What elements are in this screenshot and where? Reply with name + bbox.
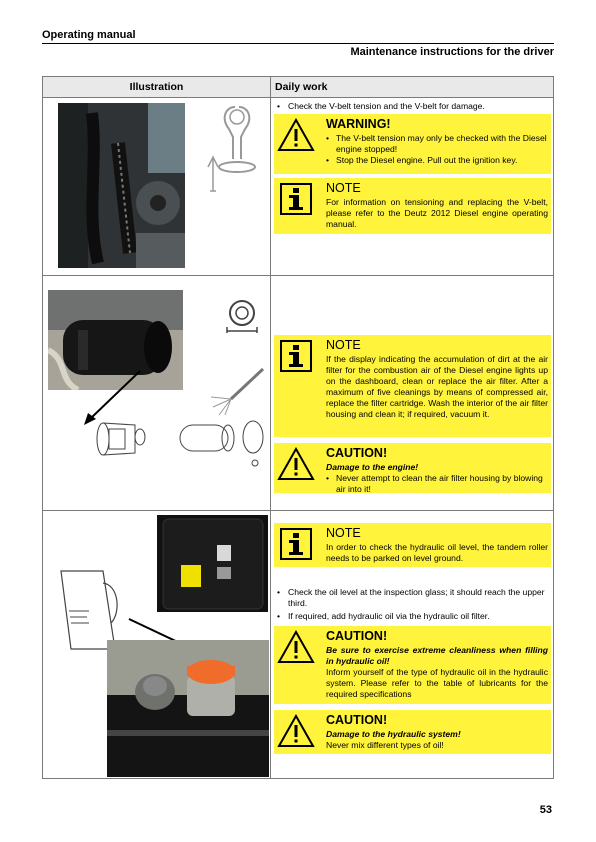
note-title: NOTE [326,526,361,540]
note-box [274,335,551,437]
list-item: • If required, add hydraulic oil via the hydraulic oil filter. [275,611,562,622]
page-number: 53 [539,804,552,816]
caution-title: CAUTION! [326,629,388,643]
note-title: NOTE [326,338,361,352]
warning-title: WARNING! [326,117,391,131]
caution-title: CAUTION! [326,713,388,727]
maintenance-table [42,76,554,779]
compressed-air-gun-drawing [201,367,267,417]
warning-triangle-icon [277,447,315,481]
warning-item: • Stop the Diesel engine. Pull out the ignition key. [326,155,548,166]
caution-subtitle: Damage to the engine! [326,462,419,472]
warning-box [274,114,551,174]
note-box [274,178,551,234]
column-header-illustration: Illustration [43,77,270,97]
caution-text: Inform yourself of the type of hydraulic oil in the hydraulic system. Please refer to the table of lubricants for the required specifications [326,667,548,699]
warning-triangle-icon [277,118,315,152]
info-i-icon [277,182,315,216]
list-item: • Check the oil level at the inspection glass; it should reach the upper third. [275,587,562,609]
warning-triangle-icon [277,714,315,748]
note-text: In order to check the hydraulic oil level, the tandem roller needs to be parked on level ground. [326,542,548,563]
info-i-icon [277,527,315,561]
list-item: • Check the V-belt tension and the V-belt for damage. [275,101,562,112]
row-divider [43,275,553,276]
caution-item: • Never attempt to clean the air filter housing by blowing air into it! [326,473,548,495]
v-belt-press-check-drawing [205,99,267,199]
warning-item: • The V-belt tension may only be checked with the Diesel engine stopped! [326,133,548,155]
column-header-daily-work: Daily work [271,77,553,97]
v-belt-engine-photo [58,103,185,268]
note-text: If the display indicating the accumulation of dirt at the air filter for the combustion air of the Diesel engine lights up on the dashboard, clean or replace the air filter. After a maximum of five cleanings by means of compressed air, replace the filter cartridge. Wash the interior of the air filter housing and clean it; if required, vacuum it. [326,354,548,419]
caution-box [274,443,551,493]
row-divider [43,97,553,98]
row-divider [43,510,553,511]
note-text: For information on tensioning and replacing the V-belt, please refer to the Deutz 2012 Diesel engine operating manual. [326,197,548,229]
hydraulic-tank-inspection-glass-photo [157,515,268,612]
caution-title: CAUTION! [326,446,388,460]
caution-subtitle: Be sure to exercise extreme cleanliness when filling in hydraulic oil! [326,645,548,666]
note-box [274,523,551,567]
caution-box [274,710,551,754]
caution-box [274,626,551,704]
caution-text: Never mix different types of oil! [326,740,444,750]
header-left-title: Operating manual [42,29,136,41]
header-right-title: Maintenance instructions for the driver [350,46,554,58]
info-i-icon [277,339,315,373]
warning-triangle-icon [277,630,315,664]
air-filter-parts-drawing [95,417,265,472]
service-indicator-icon [221,299,263,335]
hydraulic-oil-filter-photo [107,640,269,777]
caution-subtitle: Damage to the hydraulic system! [326,729,461,739]
note-title: NOTE [326,181,361,195]
header-rule [42,43,554,44]
column-divider [270,77,271,778]
